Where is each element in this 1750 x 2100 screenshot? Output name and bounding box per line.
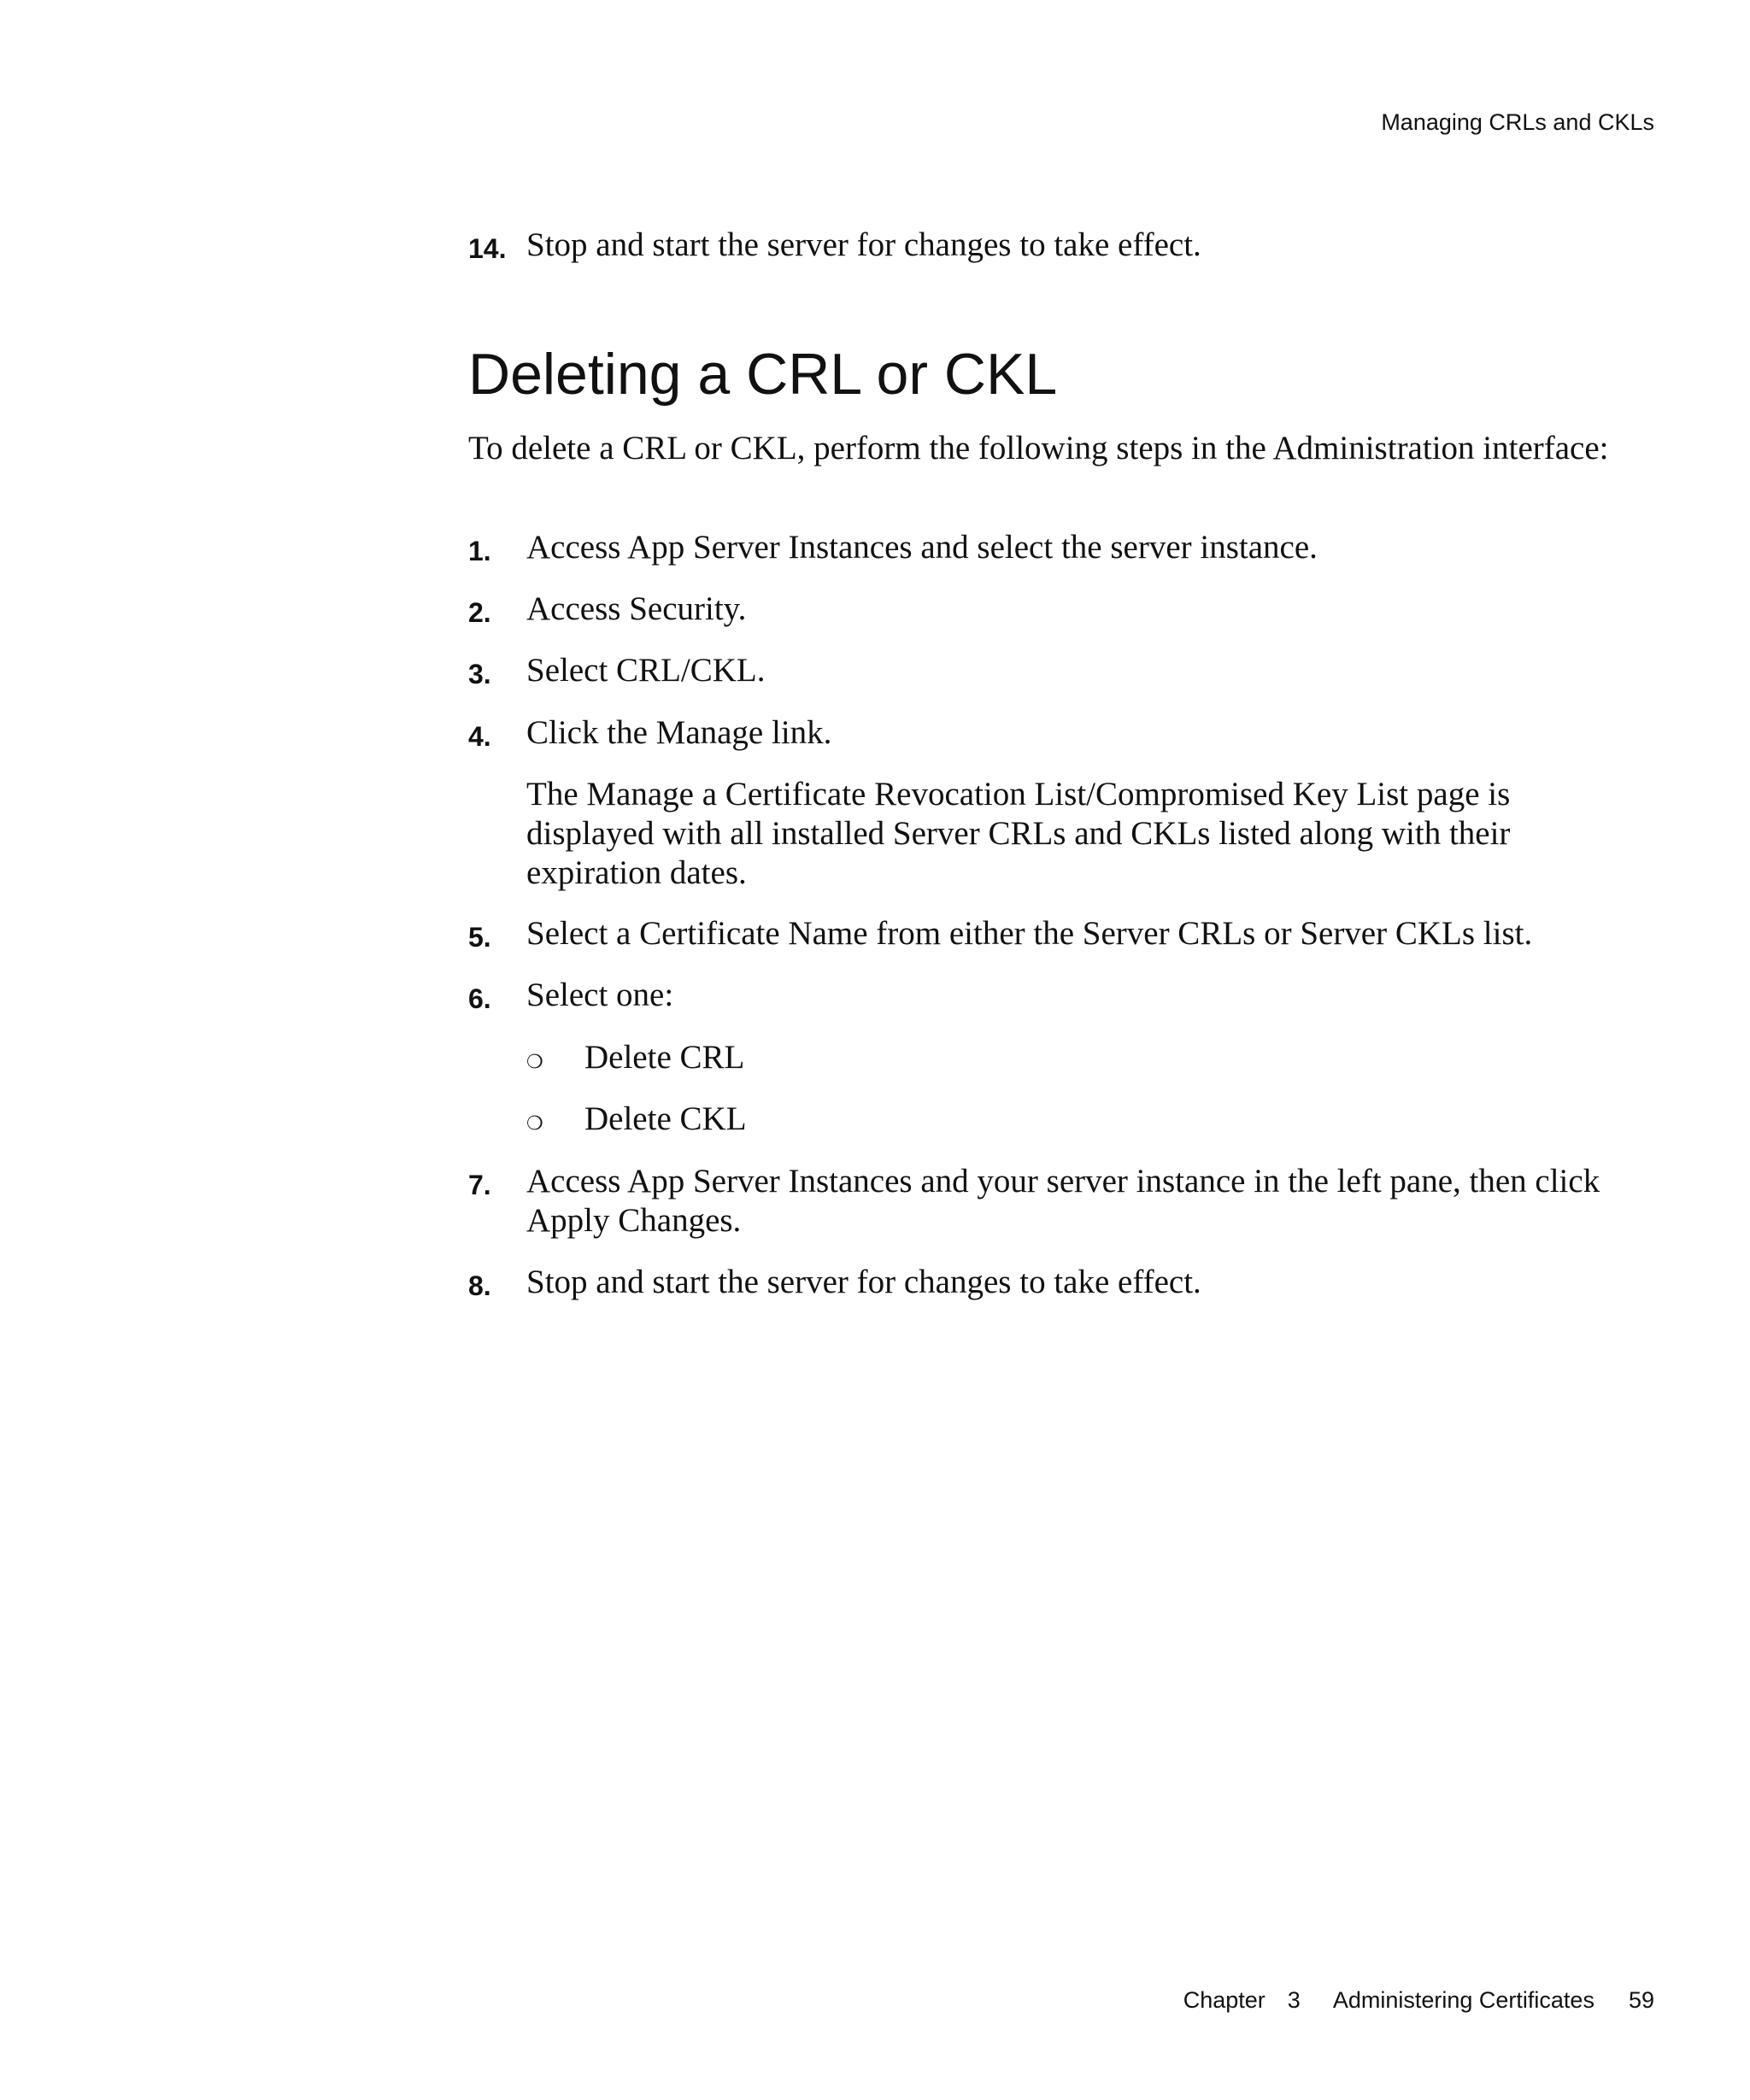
step-text: Select one: [526,977,674,1013]
step-text: Access App Server Instances and your server instance in the left pane, then click Apply Changes. [526,1163,1600,1239]
step-3 [468,651,1613,690]
step-number: 3. [468,659,491,689]
running-header: Managing CRLs and CKLs [1381,109,1654,135]
step-7 [468,1162,1613,1241]
circle-bullet-icon: ❍ [526,1052,543,1073]
circle-bullet-icon: ❍ [526,1113,543,1135]
footer-chapter-title: Administering Certificates [1332,1987,1594,2013]
section-title: Deleting a CRL or CKL [468,342,1058,407]
step-text: Select a Certificate Name from either the Server CRLs or Server CKLs list. [526,915,1533,952]
step-number: 4. [468,721,491,752]
step-text: Stop and start the server for changes to take effect. [526,226,1201,263]
step-text: Click the Manage link. [526,714,832,751]
step-text: Access Security. [526,590,747,627]
step-text: Stop and start the server for changes to take effect. [526,1264,1201,1300]
step-5 [468,914,1613,953]
step-4 [468,713,1613,753]
step-text: Select CRL/CKL. [526,652,766,689]
footer-chapter-number: 3 [1287,1987,1301,2013]
section-intro: To delete a CRL or CKL, perform the following steps in the Administration interface: [468,430,1609,466]
step-number: 5. [468,922,491,953]
step-6 [468,976,1613,1015]
option-delete-ckl [526,1100,1613,1139]
page-footer [1183,1987,1654,2014]
step-number: 1. [468,536,491,566]
step-8 [468,1263,1613,1302]
step-text: Access App Server Instances and select the server instance. [526,529,1318,566]
step-number: 6. [468,983,491,1014]
footer-page-number: 59 [1628,1987,1654,2013]
step-number: 14. [468,233,507,264]
footer-chapter-label: Chapter [1183,1987,1266,2013]
step-4-note: The Manage a Certificate Revocation List/Compromised Key List page is displayed with all installed Server CRLs and CKLs listed along with their expiration dates. [526,776,1511,891]
option-text: Delete CKL [584,1100,747,1137]
previous-step-14 [468,226,1613,265]
option-delete-crl [526,1038,1613,1077]
step-number: 7. [468,1170,491,1200]
step-number: 8. [468,1270,491,1301]
step-1 [468,528,1613,567]
option-text: Delete CRL [584,1039,745,1076]
step-number: 2. [468,597,491,628]
step-2 [468,590,1613,629]
